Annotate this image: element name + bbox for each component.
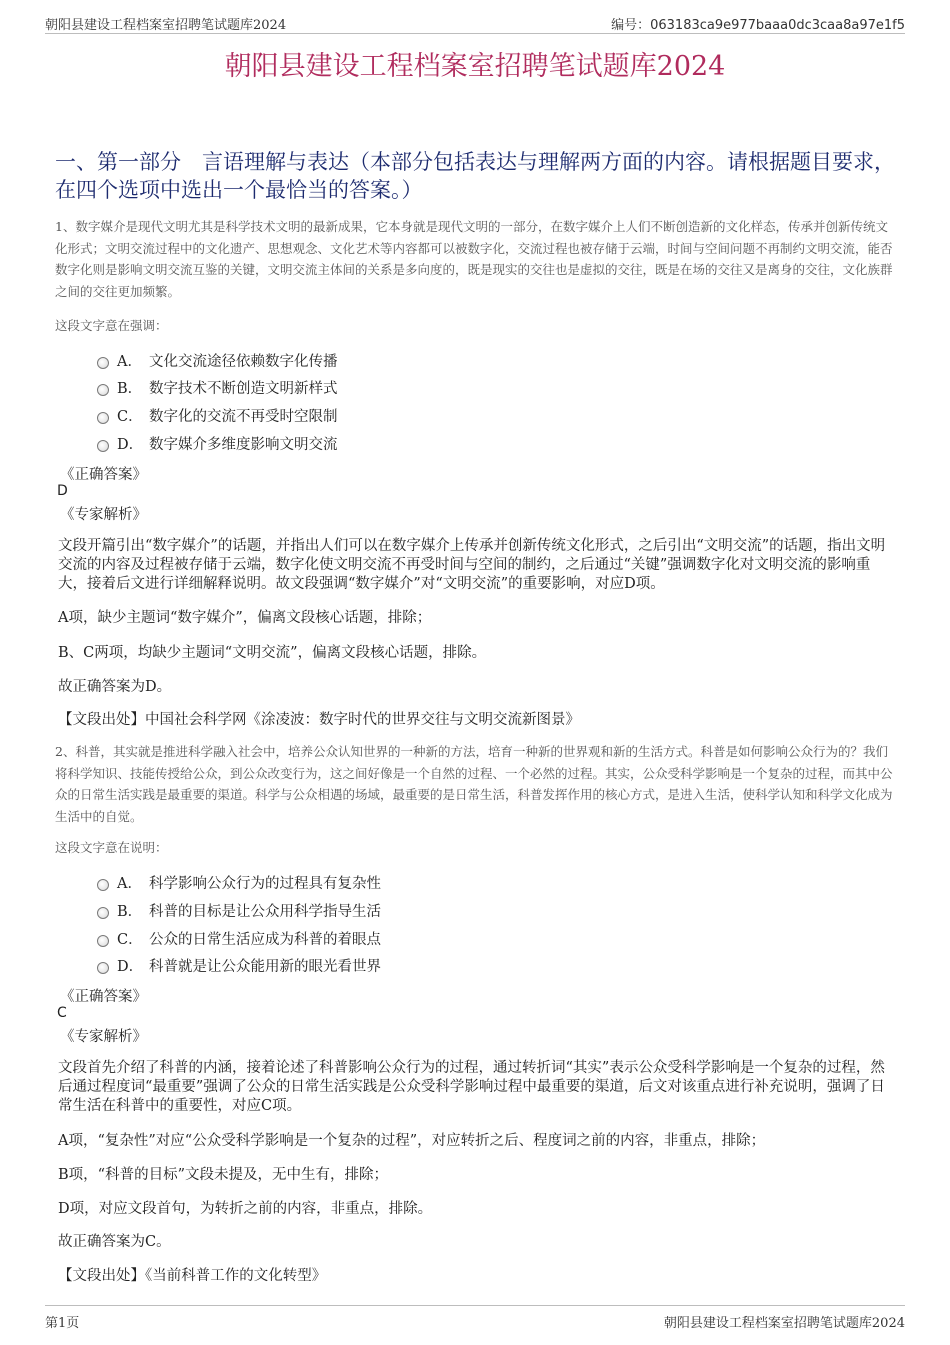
question-2-note: A项，“复杂性”对应“公众受科学影响是一个复杂的过程”，对应转折之后、程度词之前的内容，非重点，排除； — [58, 1133, 766, 1149]
radio-icon[interactable] — [97, 440, 109, 452]
question-2-answer-label: 《正确答案》 — [60, 989, 147, 1005]
question-2-source: 【文段出处】《当前科普工作的文化转型》 — [58, 1268, 327, 1284]
question-1-note: A项，缺少主题词“数字媒介”，偏离文段核心话题，排除； — [58, 610, 432, 626]
option-letter: B． — [117, 381, 143, 397]
question-1-answer-label: 《正确答案》 — [60, 467, 147, 483]
option-letter: A． — [117, 876, 142, 892]
option-text: 科学影响公众行为的过程具有复杂性 — [149, 876, 381, 892]
option-text: 公众的日常生活应成为科普的着眼点 — [149, 932, 381, 948]
header-serial-label: 编号： — [611, 18, 651, 33]
question-1-note: B、C两项，均缺少主题词“文明交流”，偏离文段核心话题，排除。 — [58, 645, 487, 661]
question-1-conclusion: 故正确答案为D。 — [58, 679, 172, 695]
option-letter: D． — [117, 959, 144, 975]
radio-icon[interactable] — [97, 879, 109, 891]
question-2-option-a[interactable] — [97, 872, 381, 892]
option-text: 数字技术不断创造文明新样式 — [149, 381, 338, 397]
option-text: 文化交流途径依赖数字化传播 — [149, 354, 338, 370]
radio-icon[interactable] — [97, 357, 109, 369]
radio-icon[interactable] — [97, 935, 109, 947]
section-heading: 一、第一部分 言语理解与表达（本部分包括表达与理解两方面的内容。请根据题目要求，在四个选项中选出一个最恰当的答案。） — [55, 150, 895, 202]
question-1-answer: D — [57, 483, 68, 499]
option-text: 科普的目标是让公众用科学指导生活 — [149, 904, 381, 920]
question-2-option-b[interactable] — [97, 900, 381, 920]
option-letter: D． — [117, 437, 144, 453]
question-1-passage: 1、数字媒介是现代文明尤其是科学技术文明的最新成果，它本身就是现代文明的一部分，在数字媒介上人们不断创造新的文化样态，传承并创新传统文化形式；文明交流过程中的文化遗产、思想观念、文化艺术等内容都可以被数字化，交流过程也被存储于云端，时间与空间问题不再制约文明交流，能否数字化则是影响文明交流互鉴的关键，文明交流主体间的关系是多向度的，既是现实的交往也是虚拟的交往，既是在场的交往又是离身的交往，文化族群之间的交往更加频繁。 — [55, 219, 893, 299]
question-2-option-d[interactable] — [97, 955, 381, 975]
footer-doc-title: 朝阳县建设工程档案室招聘笔试题库2024 — [663, 1316, 905, 1331]
header-divider — [45, 33, 905, 34]
footer-page-number: 第1页 — [45, 1316, 80, 1331]
option-text: 科普就是让公众能用新的眼光看世界 — [149, 959, 381, 975]
question-1-prompt: 这段文字意在强调： — [55, 318, 168, 333]
question-2-passage: 2、科普，其实就是推进科学融入社会中，培养公众认知世界的一种新的方法，培育一种新的世界观和新的生活方式。科普是如何影响公众行为的？我们将科学知识、技能传授给公众，到公众改变行为，这之间好像是一个自然的过程、一个必然的过程。其实，公众受科学影响是一个复杂的过程，而其中公众的日常生活实践是最重要的渠道。科学与公众相遇的场域，最重要的是日常生活，科普发挥作用的核心方式，是进入生活，使科学认知和科学文化成为生活中的自觉。 — [55, 744, 893, 824]
question-1-option-b[interactable] — [97, 377, 338, 397]
radio-icon[interactable] — [97, 384, 109, 396]
radio-icon[interactable] — [97, 907, 109, 919]
header-serial — [611, 14, 905, 33]
question-2-option-c[interactable] — [97, 928, 381, 948]
option-text: 数字化的交流不再受时空限制 — [149, 409, 338, 425]
option-letter: C． — [117, 932, 143, 948]
question-2-answer: C — [57, 1005, 67, 1021]
header-doc-title: 朝阳县建设工程档案室招聘笔试题库2024 — [45, 18, 287, 33]
question-1-option-a[interactable] — [97, 350, 338, 370]
question-2-analysis-label: 《专家解析》 — [60, 1029, 147, 1045]
question-1-source: 【文段出处】中国社会科学网《涂凌波：数字时代的世界交往与文明交流新图景》 — [58, 712, 580, 728]
page-title: 朝阳县建设工程档案室招聘笔试题库2024 — [224, 51, 726, 82]
question-1-analysis: 文段开篇引出“数字媒介”的话题，并指出人们可以在数字媒介上传承并创新传统文化形式，之后引出“文明交流”的话题，指出文明交流的内容及过程被存储于云端，数字化使文明交流不再受时间与空间的制约，之后通过“关键”强调数字化对文明交流的影响重大，接着后文进行详细解释说明。故文段强调“数字媒介”对“文明交流”的重要影响，对应D项。 — [58, 538, 886, 592]
footer-divider — [45, 1305, 905, 1306]
question-2-prompt: 这段文字意在说明： — [55, 840, 168, 855]
question-2-analysis: 文段首先介绍了科普的内涵，接着论述了科普影响公众行为的过程，通过转折词“其实”表示公众受科学影响是一个复杂的过程，然后通过程度词“最重要”强调了公众的日常生活实践是公众受科学影响过程中最重要的渠道，后文对该重点进行补充说明，强调了日常生活在科普中的重要性，对应C项。 — [58, 1060, 885, 1114]
option-letter: B． — [117, 904, 143, 920]
option-text: 数字媒介多维度影响文明交流 — [149, 437, 338, 453]
question-1-analysis-label: 《专家解析》 — [60, 507, 147, 523]
header-serial-value: 063183ca9e977baaa0dc3caa8a97e1f5 — [650, 18, 905, 33]
radio-icon[interactable] — [97, 412, 109, 424]
question-2-note: B项，“科普的目标”文段未提及，无中生有，排除； — [58, 1167, 388, 1183]
option-letter: C． — [117, 409, 143, 425]
option-letter: A． — [117, 354, 142, 370]
question-1-option-d[interactable] — [97, 433, 338, 453]
question-2-note: D项，对应文段首句，为转折之前的内容，非重点，排除。 — [58, 1201, 433, 1217]
radio-icon[interactable] — [97, 962, 109, 974]
question-1-option-c[interactable] — [97, 405, 338, 425]
question-2-conclusion: 故正确答案为C。 — [58, 1234, 171, 1250]
